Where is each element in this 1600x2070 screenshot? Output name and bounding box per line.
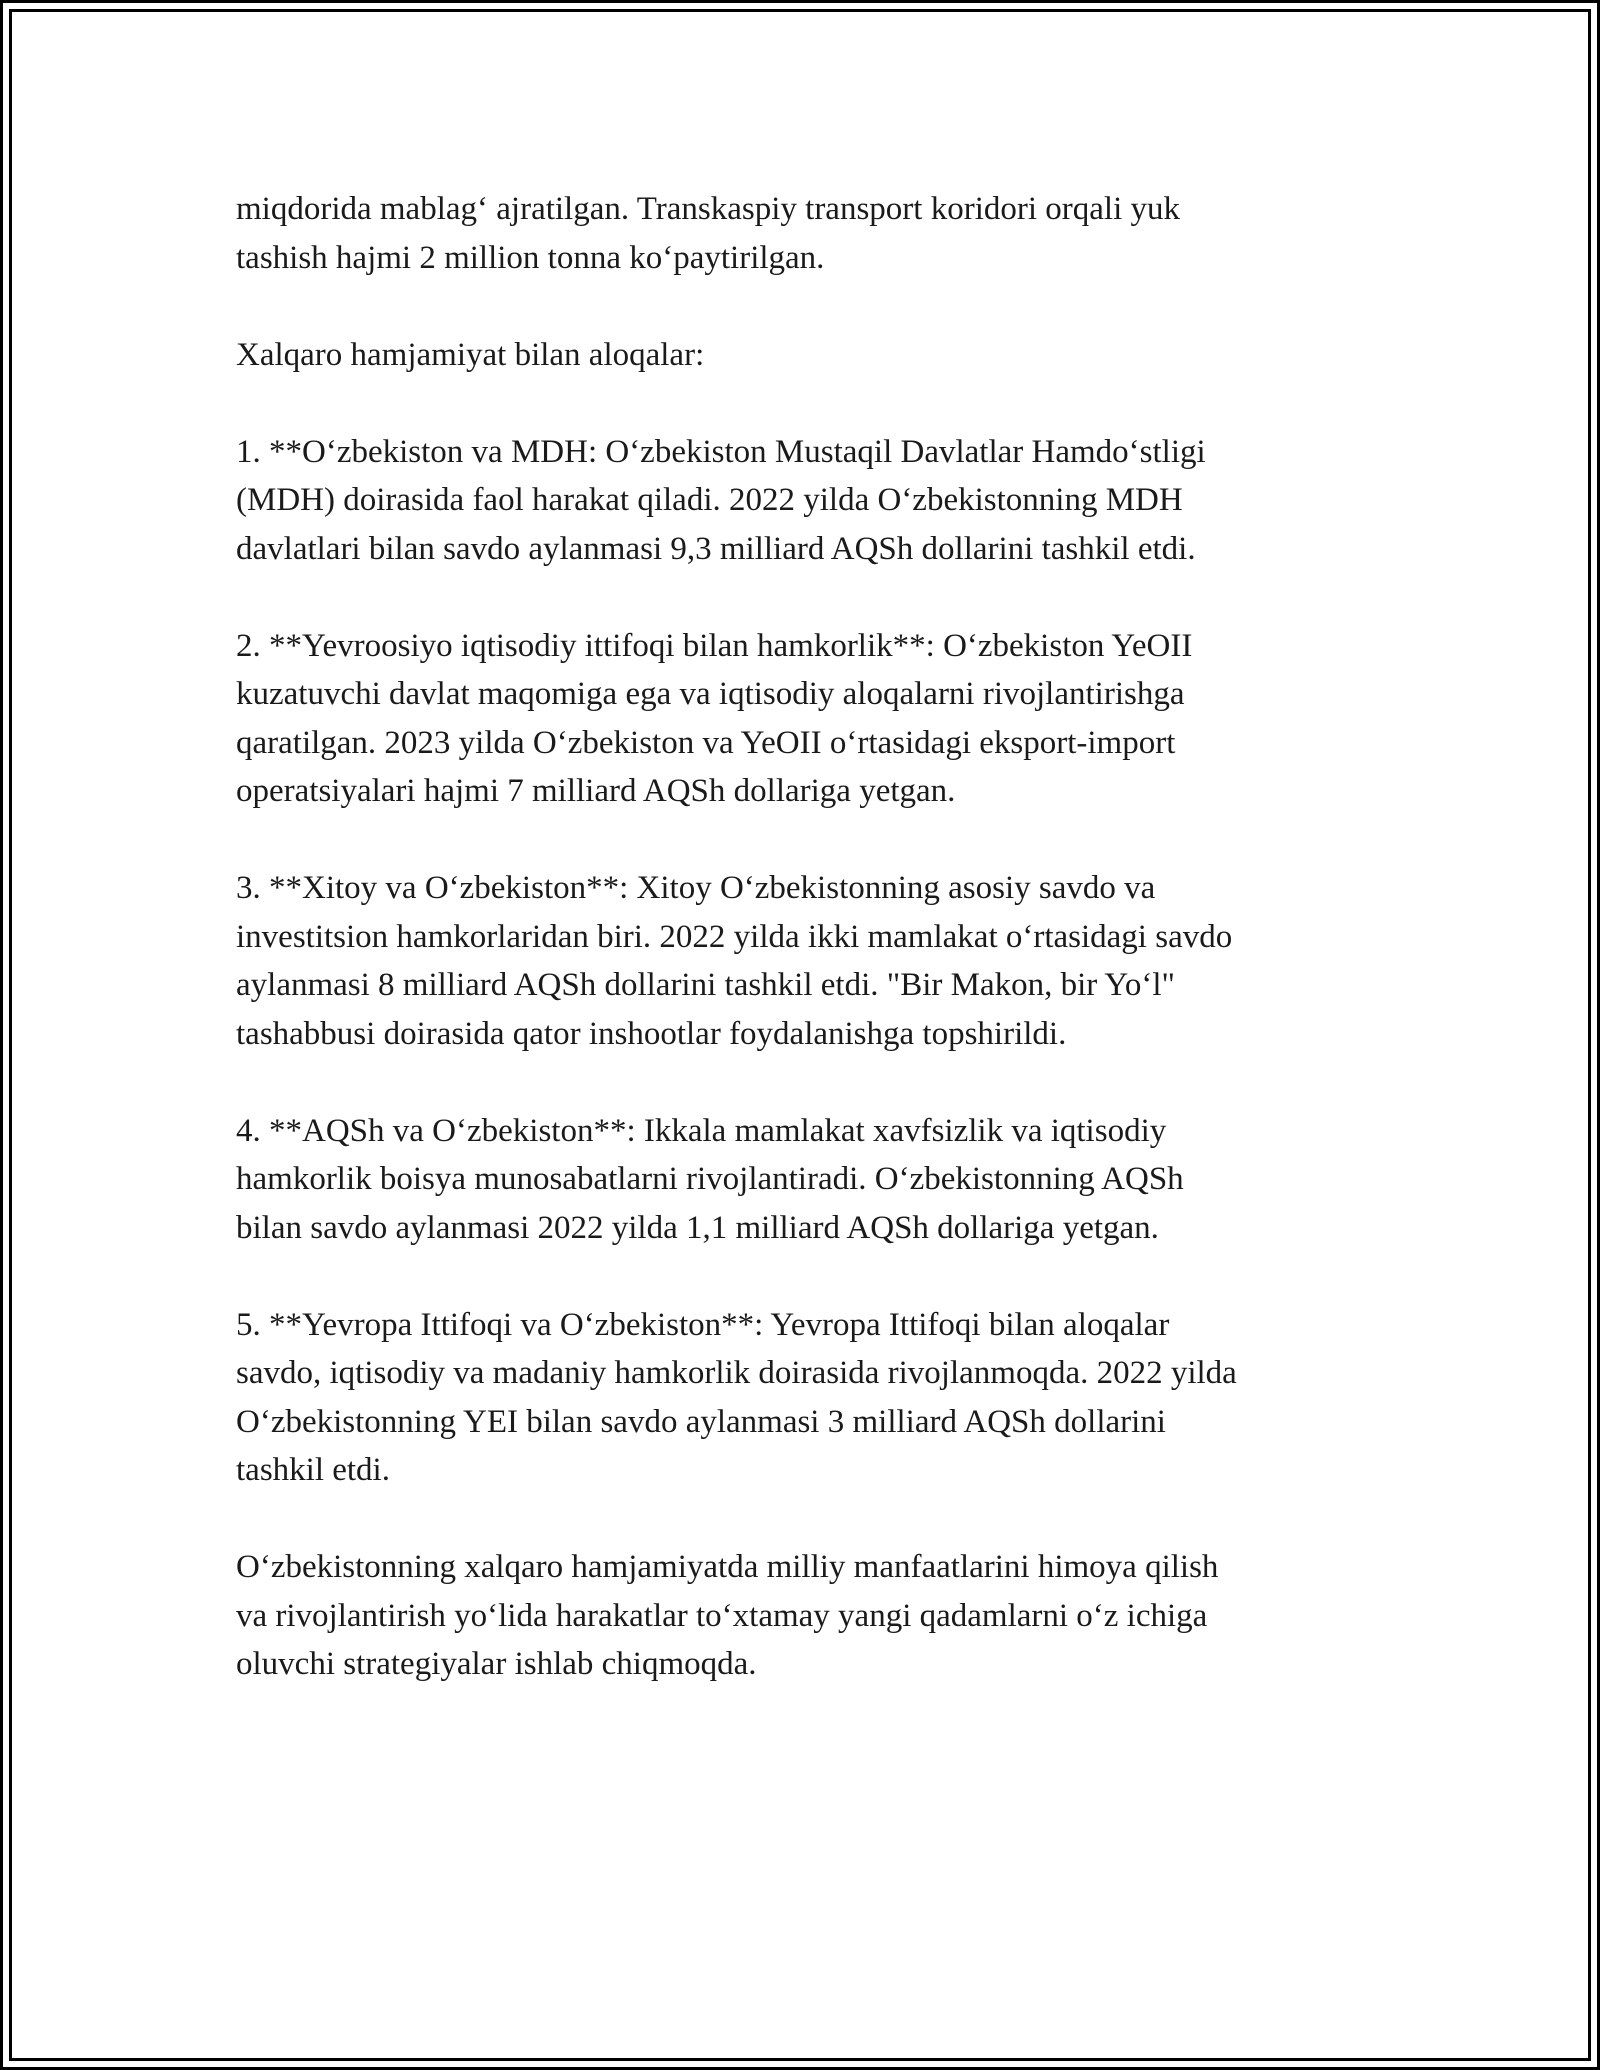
paragraph-gap bbox=[236, 282, 1376, 331]
list-item-4: 4. **AQSh va O‘zbekiston**: Ikkala mamlakat xavfsizlik va iqtisodiy hamkorlik boisya munosabatlarni rivojlantiradi. O‘zbekistonning AQSh bilan savdo aylanmasi 2022 yilda 1,1 milliard AQSh dollariga yetgan. bbox=[236, 1112, 1184, 1246]
paragraph-gap bbox=[236, 1495, 1376, 1544]
paragraph-gap bbox=[236, 379, 1376, 428]
list-item-5: 5. **Yevropa Ittifoqi va O‘zbekiston**: Yevropa Ittifoqi bilan aloqalar savdo, iqtisodiy va madaniy hamkorlik doirasida rivojlanmoqda. 2022 yilda O‘zbekistonning YEI bilan savdo aylanmasi 3 milliard AQSh dollarini tashkil etdi. bbox=[236, 1306, 1237, 1488]
paragraph-gap bbox=[236, 1252, 1376, 1301]
section-heading: Xalqaro hamjamiyat bilan aloqalar: bbox=[236, 336, 705, 373]
paragraph-gap bbox=[236, 573, 1376, 622]
closing-paragraph: O‘zbekistonning xalqaro hamjamiyatda milliy manfaatlarini himoya qilish va rivojlantirish yo‘lida harakatlar to‘xtamay yangi qadamlarni o‘z ichiga oluvchi strategiyalar ishlab chiqmoqda. bbox=[236, 1549, 1219, 1682]
list-item-3: 3. **Xitoy va O‘zbekiston**: Xitoy O‘zbekistonning asosiy savdo va investitsion hamkorlaridan biri. 2022 yilda ikki mamlakat o‘rtasidagi savdo aylanmasi 8 milliard AQSh dollarini tashkil etdi. "Bir Makon, bir Yo‘l" tashabbusi doirasida qator inshootlar foydalanishga topshirildi. bbox=[236, 870, 1233, 1052]
paragraph-gap bbox=[236, 816, 1376, 865]
list-item-1: 1. **O‘zbekiston va MDH: O‘zbekiston Mustaqil Davlatlar Hamdo‘stligi (MDH) doirasida faol harakat qiladi. 2022 yilda O‘zbekistonning MDH davlatlari bilan savdo aylanmasi 9,3 milliard AQSh dollarini tashkil etdi. bbox=[236, 433, 1206, 567]
paragraph-gap bbox=[236, 1058, 1376, 1107]
document-body bbox=[236, 185, 1376, 1689]
list-item-2: 2. **Yevroosiyo iqtisodiy ittifoqi bilan hamkorlik**: O‘zbekiston YeOII kuzatuvchi davlat maqomiga ega va iqtisodiy aloqalarni rivojlantirishga qaratilgan. 2023 yilda O‘zbekiston va YeOII o‘rtasidagi eksport-import operatsiyalari hajmi 7 milliard AQSh dollariga yetgan. bbox=[236, 627, 1193, 809]
paragraph-intro-continuation: miqdorida mablag‘ ajratilgan. Transkaspiy transport koridori orqali yuk tashish hajmi 2 million tonna ko‘paytirilgan. bbox=[236, 191, 1180, 276]
